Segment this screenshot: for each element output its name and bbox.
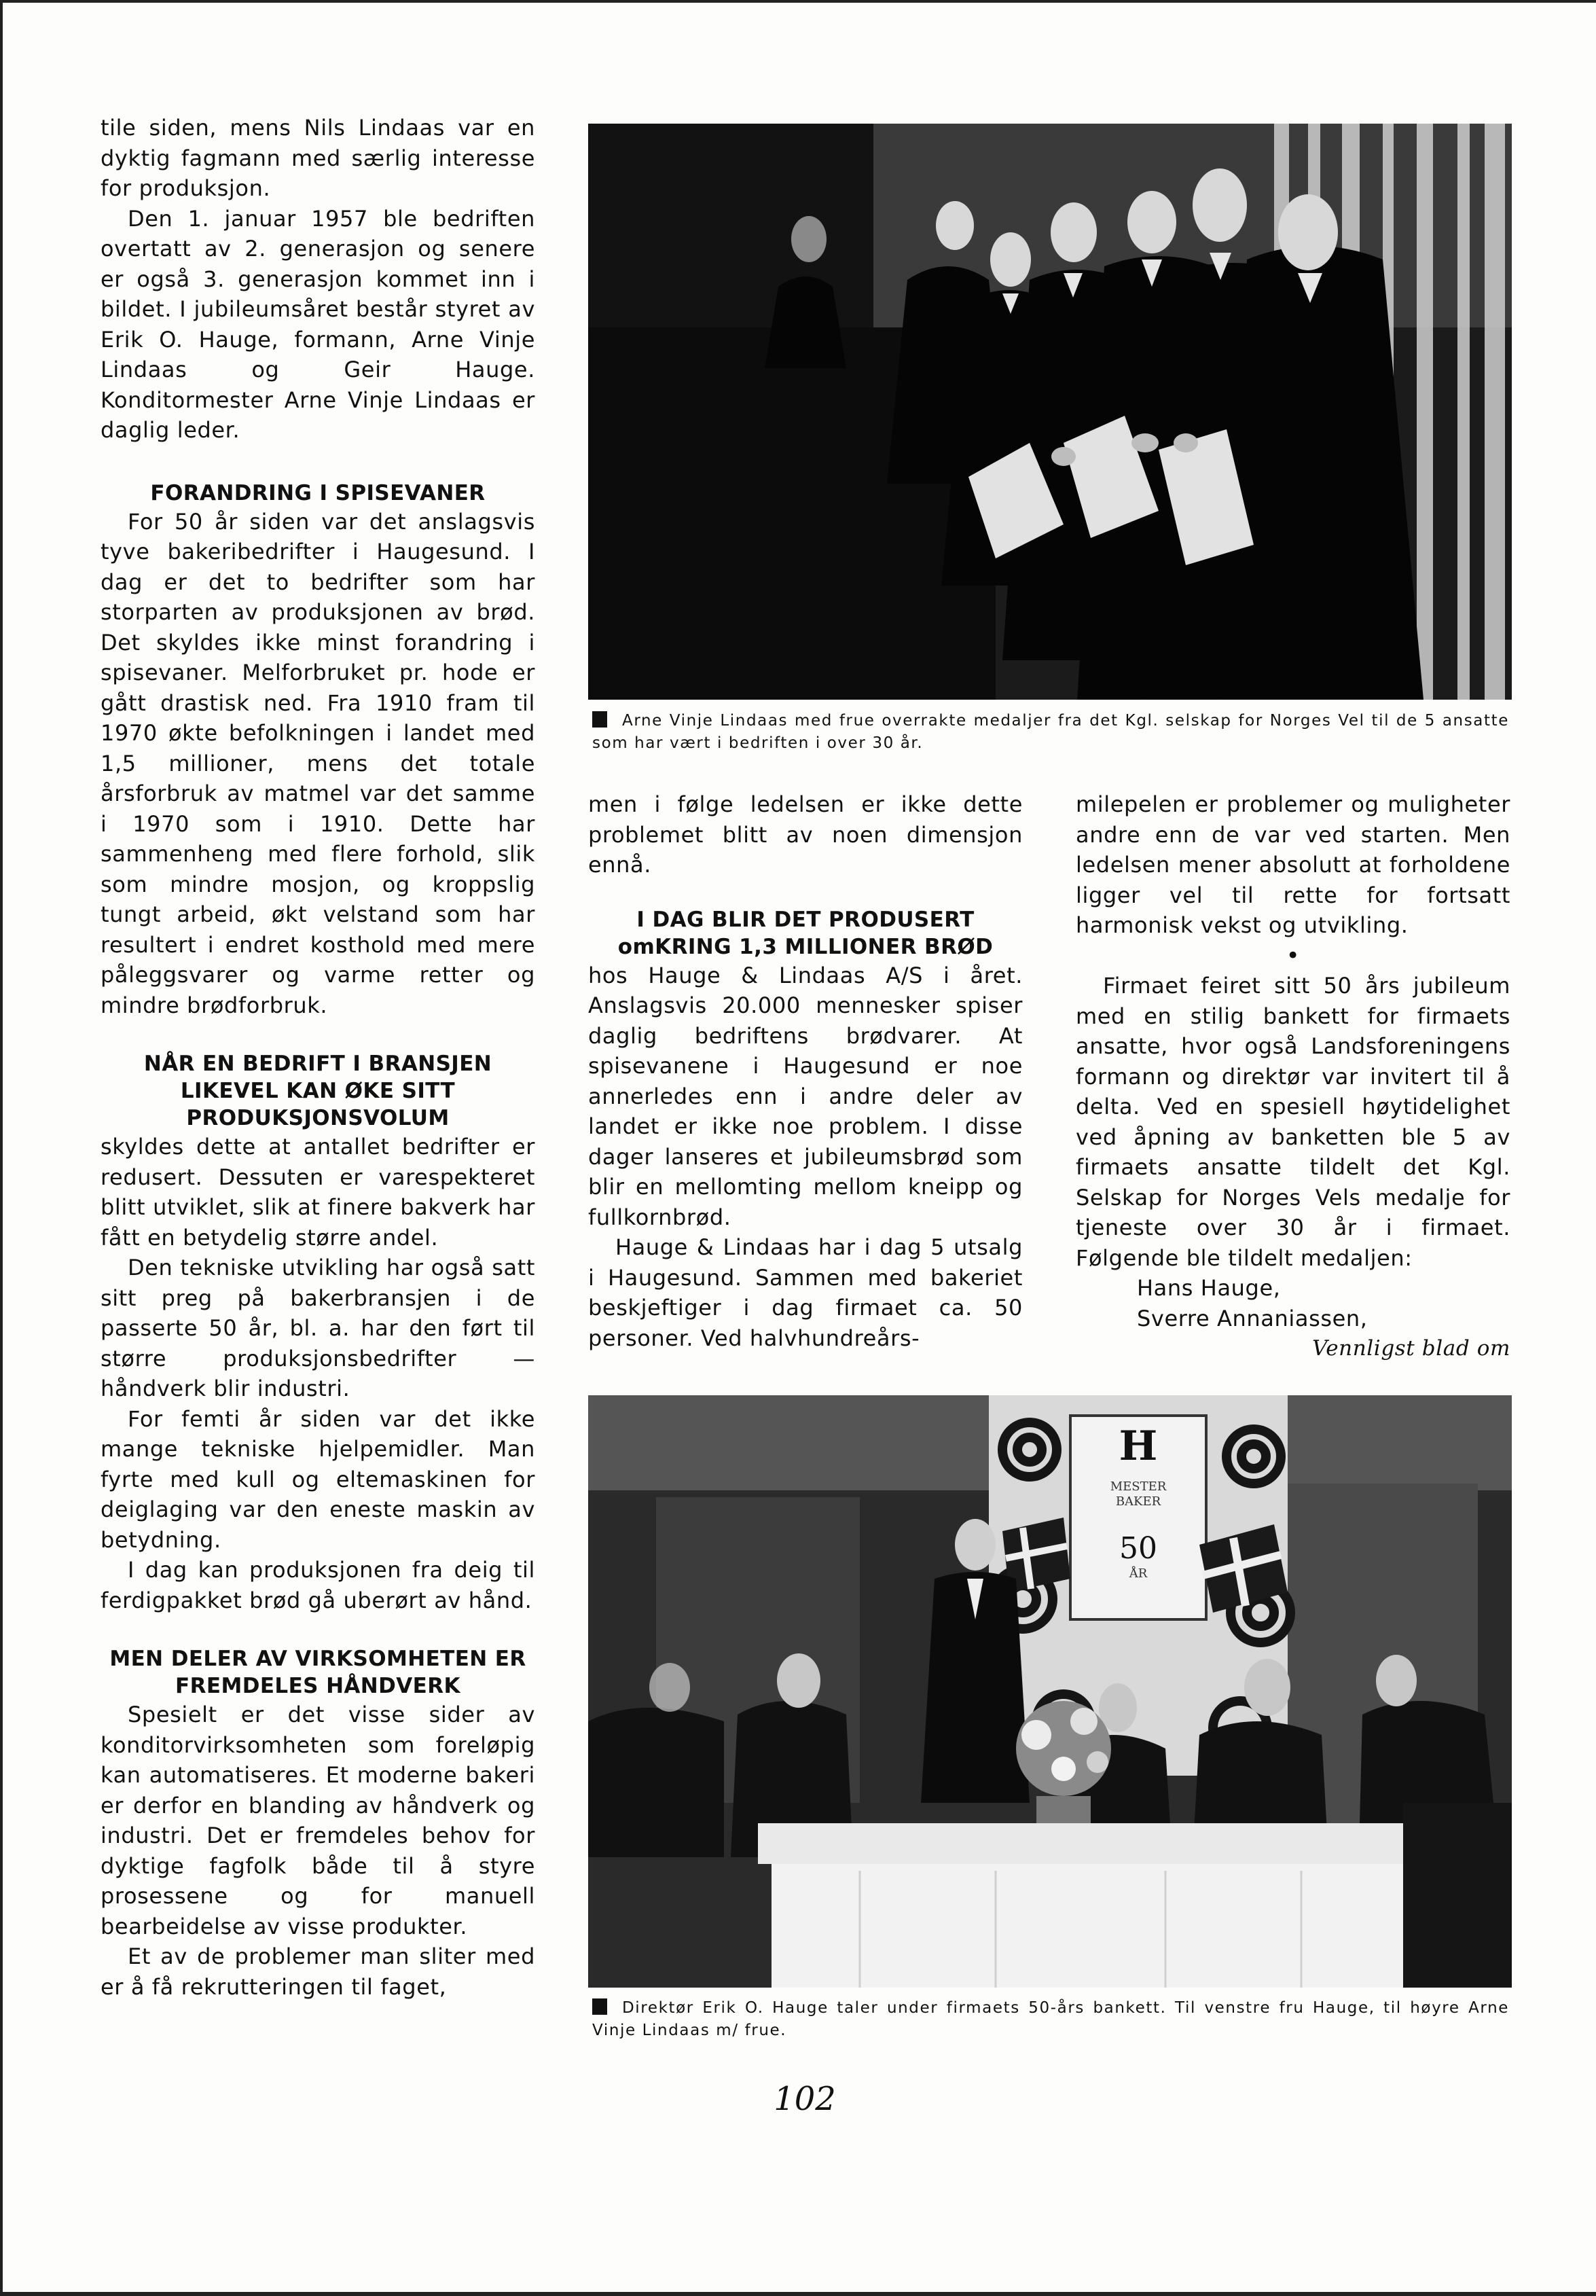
page-border-bottom	[0, 2292, 1596, 2296]
paragraph: Et av de problemer man sliter med er å få rekrutteringen til faget,	[101, 1943, 535, 2000]
paragraph: Hauge & Lindaas har i dag 5 utsalg i Haugesund. Sammen med bakeriet beskjeftiger i dag firmaet ca. 50 personer. Ved halvhundreårs-	[588, 1234, 1023, 1351]
paragraph: men i følge ledelsen er ikke dette problemet blitt av noen dimensjon ennå.	[588, 791, 1023, 878]
section-heading: I DAG BLIR DET PRODUSERT omKRING 1,3 MILLIONER BRØD	[617, 907, 994, 959]
photo-medal-ceremony	[588, 124, 1512, 700]
medal-ceremony-image	[588, 124, 1512, 700]
paragraph: milepelen er problemer og muligheter andre enn de var ved starten. Men ledelsen mener absolutt at forholdene ligger vel til rette for fortsatt harmonisk vekst og utvikling.	[1076, 791, 1510, 938]
turn-page-note: Vennligst blad om	[1312, 1336, 1510, 1361]
page-number: 102	[774, 2080, 836, 2118]
medal-recipient: Hans Hauge,	[1137, 1275, 1281, 1301]
caption-text: Arne Vinje Lindaas med frue overrakte medaljer fra det Kgl. selskap for Norges Vel til de 5 ansatte som har vært i bedriften i over 30 år.	[592, 712, 1509, 752]
text-column-left	[101, 113, 535, 2002]
section-separator: •	[1286, 941, 1301, 969]
text-column-right	[1076, 789, 1510, 1364]
banner-line: MESTER	[1110, 1479, 1167, 1494]
paragraph: Firmaet feiret sitt 50 års jubileum med en stilig bankett for firmaets ansatte, hvor også Landsforeningens formann og direktør var invitert til å delta. Ved en spesiell høytidelighet ved åpning av banketten ble 5 av firmaets ansatte tildelt det Kgl. Selskap for Norges Vels medalje for tjeneste over 30 år i firmaet. Følgende ble tildelt medaljen:	[1076, 973, 1510, 1271]
caption-bullet-icon	[592, 711, 607, 728]
page-border-top	[0, 0, 1596, 3]
medal-recipient: Sverre Annaniassen,	[1137, 1305, 1368, 1331]
paragraph: tile siden, mens Nils Lindaas var en dyktig fagmann med særlig interesse for produksjon.	[101, 115, 535, 201]
photo-caption	[592, 1997, 1509, 2042]
paragraph: Den tekniske utvikling har også satt sitt preg på bakerbransjen i de passerte 50 år, bl. a. har den ført til større produksjonsbedrifter — håndverk blir industri.	[101, 1255, 535, 1401]
caption-bullet-icon	[592, 1998, 607, 2015]
banner-line: ÅR	[1129, 1566, 1148, 1581]
paragraph: Spesielt er det visse sider av konditorvirksomheten som foreløpig kan automatiseres. Et moderne bakeri er derfor en blanding av håndverk og industri. Det er fremdeles behov for dyktige fagfolk både til å styre prosessene og for manuell bearbeidelse av visse produkter.	[101, 1702, 535, 1939]
section-heading: FORANDRING I SPISEVANER	[150, 480, 486, 505]
paragraph: Den 1. januar 1957 ble bedriften overtatt av 2. generasjon og senere er også 3. generasjon kommet inn i bildet. I jubileumsåret består styret av Erik O. Hauge, formann, Arne Vinje Lindaas og Geir Hauge. Konditormester Arne Vinje Lindaas er daglig leder.	[101, 205, 535, 443]
paragraph: For femti år siden var det ikke mange tekniske hjelpemidler. Man fyrte med kull og eltemaskinen for deiglaging var den eneste maskin av betydning.	[101, 1405, 535, 1553]
text-column-middle	[588, 789, 1023, 1353]
section-heading: NÅR EN BEDRIFT I BRANSJEN LIKEVEL KAN ØKE SITT PRODUKSJONSVOLUM	[143, 1052, 492, 1130]
paragraph: skyldes dette at antallet bedrifter er redusert. Dessuten er varespekteret blitt utviklet, slik at finere bakverk har fått en betydelig større andel.	[101, 1134, 535, 1251]
page-border-left	[0, 0, 3, 2296]
paragraph: hos Hauge & Lindaas A/S i året. Anslagsvis 20.000 mennesker spiser daglig bedriftens brødvarer. At spisevanene i Haugesund er noe annerledes enn i andre deler av landet er ikke noe problem. I disse dager lanseres et jubileumsbrød som blir en mellomting mellom kneipp og fullkornbrød.	[588, 962, 1023, 1230]
photo-caption	[592, 710, 1509, 755]
banner-number: 50	[1119, 1531, 1157, 1566]
paragraph: For 50 år siden var det anslagsvis tyve bakeribedrifter i Haugesund. I dag er det to bedrifter som har storparten av produksjonen av brød. Det skyldes ikke minst forandring i spisevaner. Melforbruket pr. hode er gått drastisk ned. Fra 1910 fram til 1970 økte befolkningen i landet med 1,5 millioner, mens det totale årsforbruk av matmel var det samme i 1970 som i 1910. Dette har sammenheng med flere forhold, slik som mindre mosjon, og kroppslig tungt arbeid, økt velstand som har resultert i endret kosthold med mere påleggsvarer og varme retter og mindre brødforbruk.	[101, 508, 535, 1018]
paragraph: I dag kan produksjonen fra deig til ferdigpakket brød gå uberørt av hånd.	[101, 1557, 535, 1613]
banner-letter: H	[1119, 1422, 1158, 1470]
photo-banquet	[588, 1395, 1512, 1988]
caption-text: Direktør Erik O. Hauge taler under firmaets 50-års bankett. Til venstre fru Hauge, til høyre Arne Vinje Lindaas m/ frue.	[592, 1999, 1509, 2039]
banner-line: BAKER	[1115, 1494, 1161, 1509]
section-heading: MEN DELER AV VIRKSOMHETEN ER FREMDELES HÅNDVERK	[109, 1647, 526, 1698]
banquet-image	[588, 1395, 1512, 1988]
